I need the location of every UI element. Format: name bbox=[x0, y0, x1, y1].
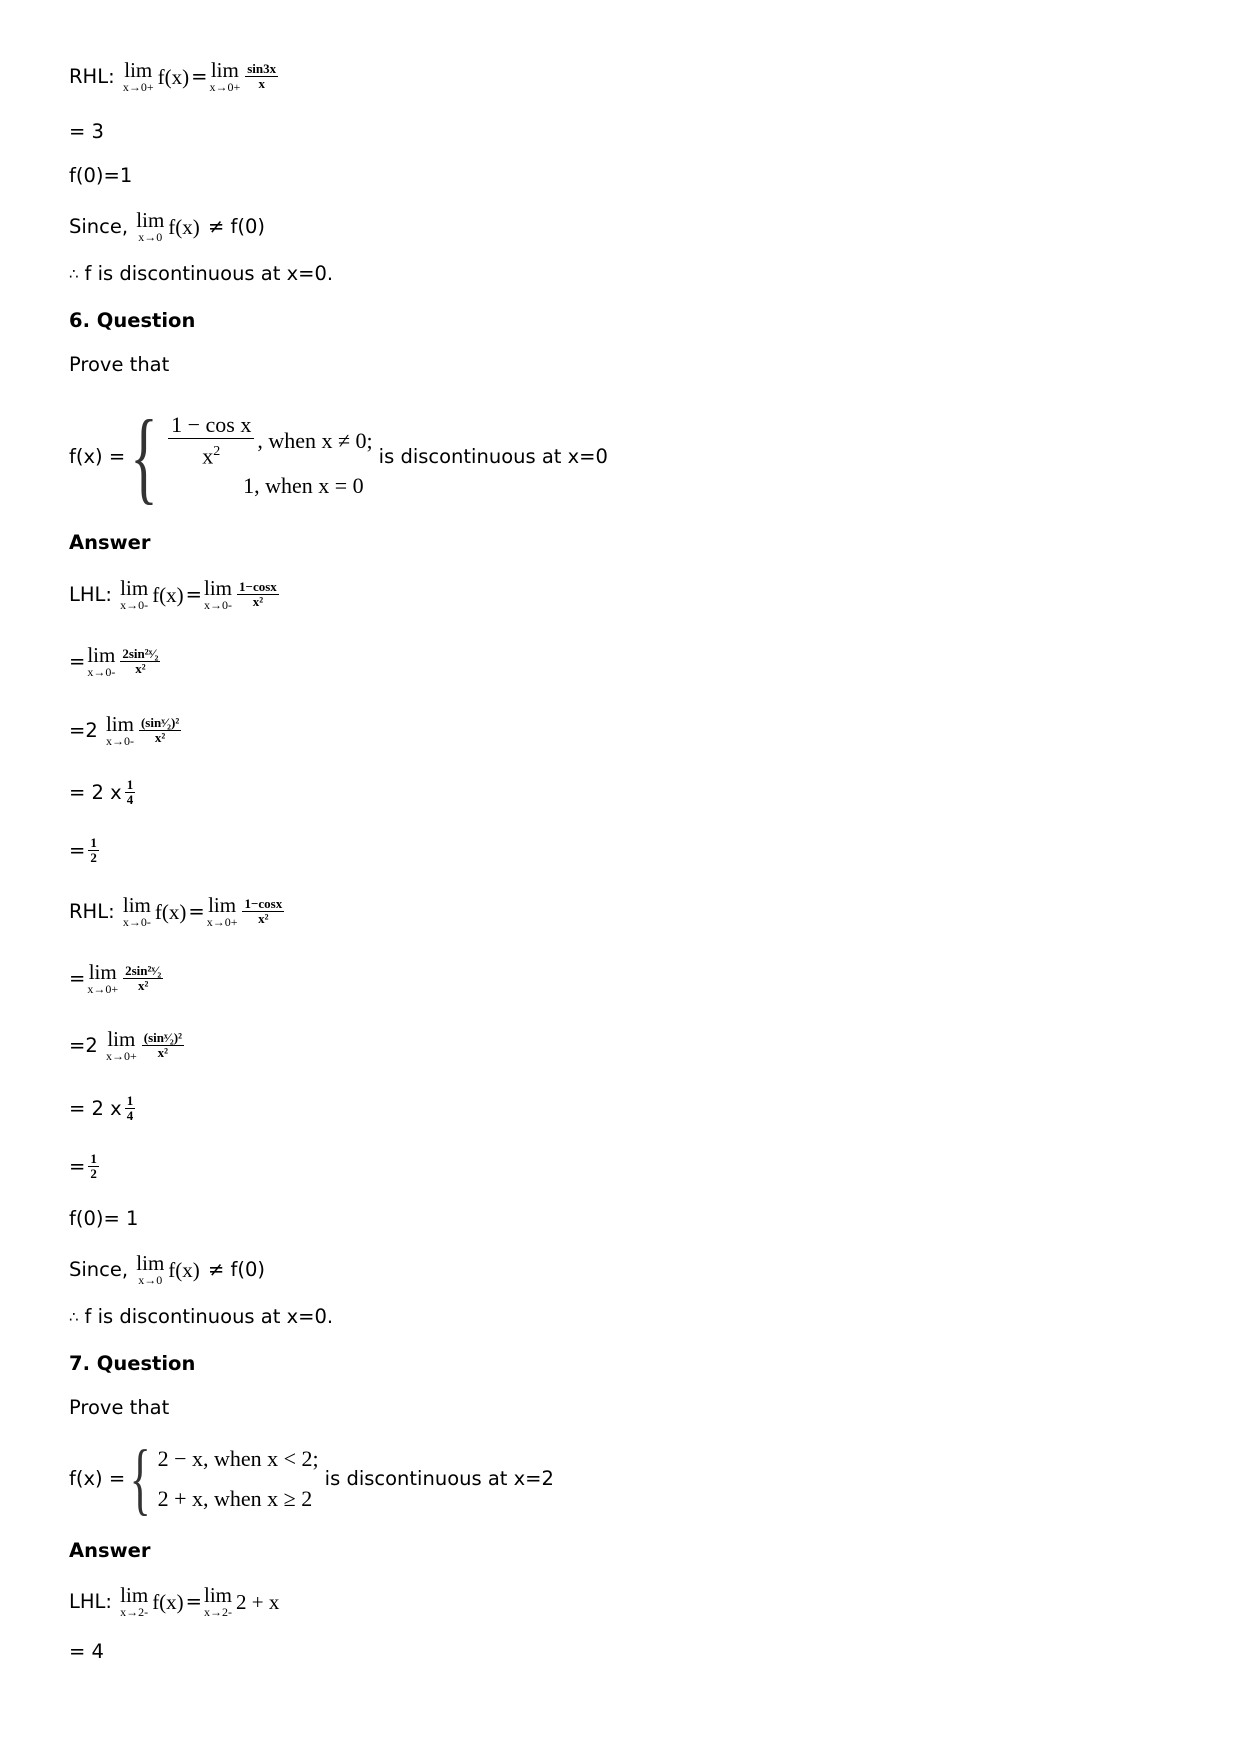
limit: lim x→2- bbox=[120, 1583, 149, 1619]
rhl-step-5 bbox=[69, 1152, 102, 1181]
lhl-step-4 bbox=[69, 778, 138, 807]
question-6-heading: 6. Question bbox=[69, 309, 196, 332]
left-brace-icon: { bbox=[129, 1435, 151, 1523]
rhl-step-3 bbox=[69, 1029, 187, 1062]
rhl-step-4 bbox=[69, 1094, 138, 1123]
fraction: $\frac{1-\cos x}{\text{x²}}$ bbox=[239, 579, 277, 609]
fraction: $\frac{1}{4}$ bbox=[126, 777, 134, 807]
case-1 bbox=[165, 412, 373, 469]
limit: lim x→0+ bbox=[209, 58, 241, 94]
limit: lim x→0- bbox=[120, 576, 149, 612]
limit: lim x→0- bbox=[204, 576, 233, 612]
equals: =2 bbox=[69, 1033, 98, 1057]
cases bbox=[165, 412, 373, 501]
fraction: $\frac{\sin 3x}{x}$ bbox=[247, 61, 277, 91]
rhl-step-2 bbox=[69, 962, 166, 995]
conclusion-text: f is discontinuous at x=0. bbox=[84, 262, 334, 285]
f0-line: f(0)=1 bbox=[69, 164, 133, 187]
not-equal-text: ≠ f(0) bbox=[207, 214, 266, 238]
piecewise-q7 bbox=[69, 1437, 554, 1521]
lhl-step-2 bbox=[69, 645, 163, 678]
limit: lim x→0+ bbox=[105, 1027, 137, 1063]
fx: f(x) bbox=[168, 214, 200, 239]
case-2: 2 + x, when x ≥ 2 bbox=[157, 1486, 313, 1511]
rhl-line-prev bbox=[69, 60, 281, 93]
limit: lim x→0 bbox=[136, 1251, 165, 1287]
equals: = bbox=[69, 649, 86, 673]
limit: lim x→0- bbox=[105, 712, 134, 748]
fraction: $\frac{1-\cos x}{\text{x²}}$ bbox=[244, 896, 283, 926]
fraction: $\frac{\text{(sinˣ⁄₂)²}}{\text{x²}}$ bbox=[140, 715, 180, 745]
case-1-condition: , when x ≠ 0; bbox=[257, 427, 373, 453]
lhl-label: LHL: bbox=[69, 1589, 112, 1613]
prove-that-q7: Prove that bbox=[69, 1396, 170, 1419]
case-1: 2 − x, when x < 2; bbox=[157, 1446, 319, 1471]
equals: =2 bbox=[69, 718, 98, 742]
therefore-icon: ∴ bbox=[69, 1308, 79, 1326]
rhl-label: RHL: bbox=[69, 899, 115, 923]
since-line-prev bbox=[69, 210, 265, 243]
fx: f(x) bbox=[168, 1257, 200, 1282]
fx-label: f(x) = bbox=[69, 445, 126, 468]
question-7-heading: 7. Question bbox=[69, 1352, 196, 1375]
fx: f(x) bbox=[152, 582, 184, 607]
result-line: = 3 bbox=[69, 120, 104, 143]
fraction: $\frac{1}{4}$ bbox=[126, 1093, 134, 1123]
fx: f(x) bbox=[152, 1589, 184, 1614]
fraction: $\frac{\text{(sinˣ⁄₂)²}}{\text{x²}}$ bbox=[143, 1030, 182, 1060]
prove-that: Prove that bbox=[69, 353, 170, 376]
cases bbox=[158, 1439, 319, 1519]
fx: f(x) bbox=[154, 899, 187, 924]
equals: = bbox=[185, 582, 203, 606]
equals: = 2 x bbox=[69, 780, 122, 804]
lhl-label: LHL: bbox=[69, 582, 112, 606]
result-line-q7: = 4 bbox=[69, 1640, 104, 1663]
rhl-line bbox=[69, 895, 287, 928]
answer-label: Answer bbox=[69, 531, 151, 554]
f0-line-q6: f(0)= 1 bbox=[69, 1207, 139, 1230]
fx-label: f(x) = bbox=[69, 1467, 126, 1490]
lhl-line-q7 bbox=[69, 1585, 281, 1618]
limit: lim x→0 bbox=[136, 208, 165, 244]
equals: = bbox=[69, 838, 86, 862]
fraction: $\frac{\text{1 − cos x}}{x^2}$ bbox=[168, 412, 254, 469]
equals: = bbox=[185, 1589, 203, 1613]
since-label: Since, bbox=[69, 1257, 129, 1281]
piecewise-q6 bbox=[69, 399, 608, 514]
conclusion-line-prev bbox=[69, 262, 333, 286]
equals: = bbox=[69, 966, 86, 990]
case-2: 1, when x = 0 bbox=[243, 472, 364, 498]
limit: lim x→0- bbox=[122, 893, 151, 929]
limit: lim x→0+ bbox=[206, 893, 238, 929]
answer-label-q7: Answer bbox=[69, 1539, 151, 1562]
lhl-step-3 bbox=[69, 714, 184, 747]
tail-text: is discontinuous at x=2 bbox=[324, 1467, 554, 1490]
limit: lim x→2- bbox=[204, 1583, 233, 1619]
lhl-step-5 bbox=[69, 836, 102, 865]
limit: lim x→0+ bbox=[122, 58, 154, 94]
expression: 2 + x bbox=[236, 1589, 280, 1614]
not-equal-text: ≠ f(0) bbox=[207, 1257, 266, 1281]
tail-text: is discontinuous at x=0 bbox=[378, 445, 608, 468]
fraction: $\frac{\text{2sin²ˣ⁄₂}}{\text{x²}}$ bbox=[122, 646, 159, 676]
left-brace-icon: { bbox=[130, 399, 158, 514]
therefore-icon: ∴ bbox=[69, 265, 79, 283]
since-label: Since, bbox=[69, 214, 129, 238]
fraction: $\frac{1}{2}$ bbox=[90, 835, 97, 865]
equals: = bbox=[191, 64, 208, 88]
equals: = 2 x bbox=[69, 1096, 122, 1120]
fraction: $\frac{1}{2}$ bbox=[90, 1151, 97, 1181]
conclusion-text: f is discontinuous at x=0. bbox=[84, 1305, 334, 1328]
limit: lim x→0+ bbox=[87, 960, 119, 996]
fraction: $\frac{\text{2sin²ˣ⁄₂}}{\text{x²}}$ bbox=[125, 963, 162, 993]
rhl-label: RHL: bbox=[69, 64, 115, 88]
equals: = bbox=[69, 1154, 86, 1178]
conclusion-line-q6 bbox=[69, 1305, 333, 1329]
equals: = bbox=[188, 899, 205, 923]
fx: f(x) bbox=[157, 64, 190, 89]
limit: lim x→0- bbox=[87, 643, 116, 679]
lhl-line bbox=[69, 578, 282, 611]
since-line-q6 bbox=[69, 1253, 265, 1286]
